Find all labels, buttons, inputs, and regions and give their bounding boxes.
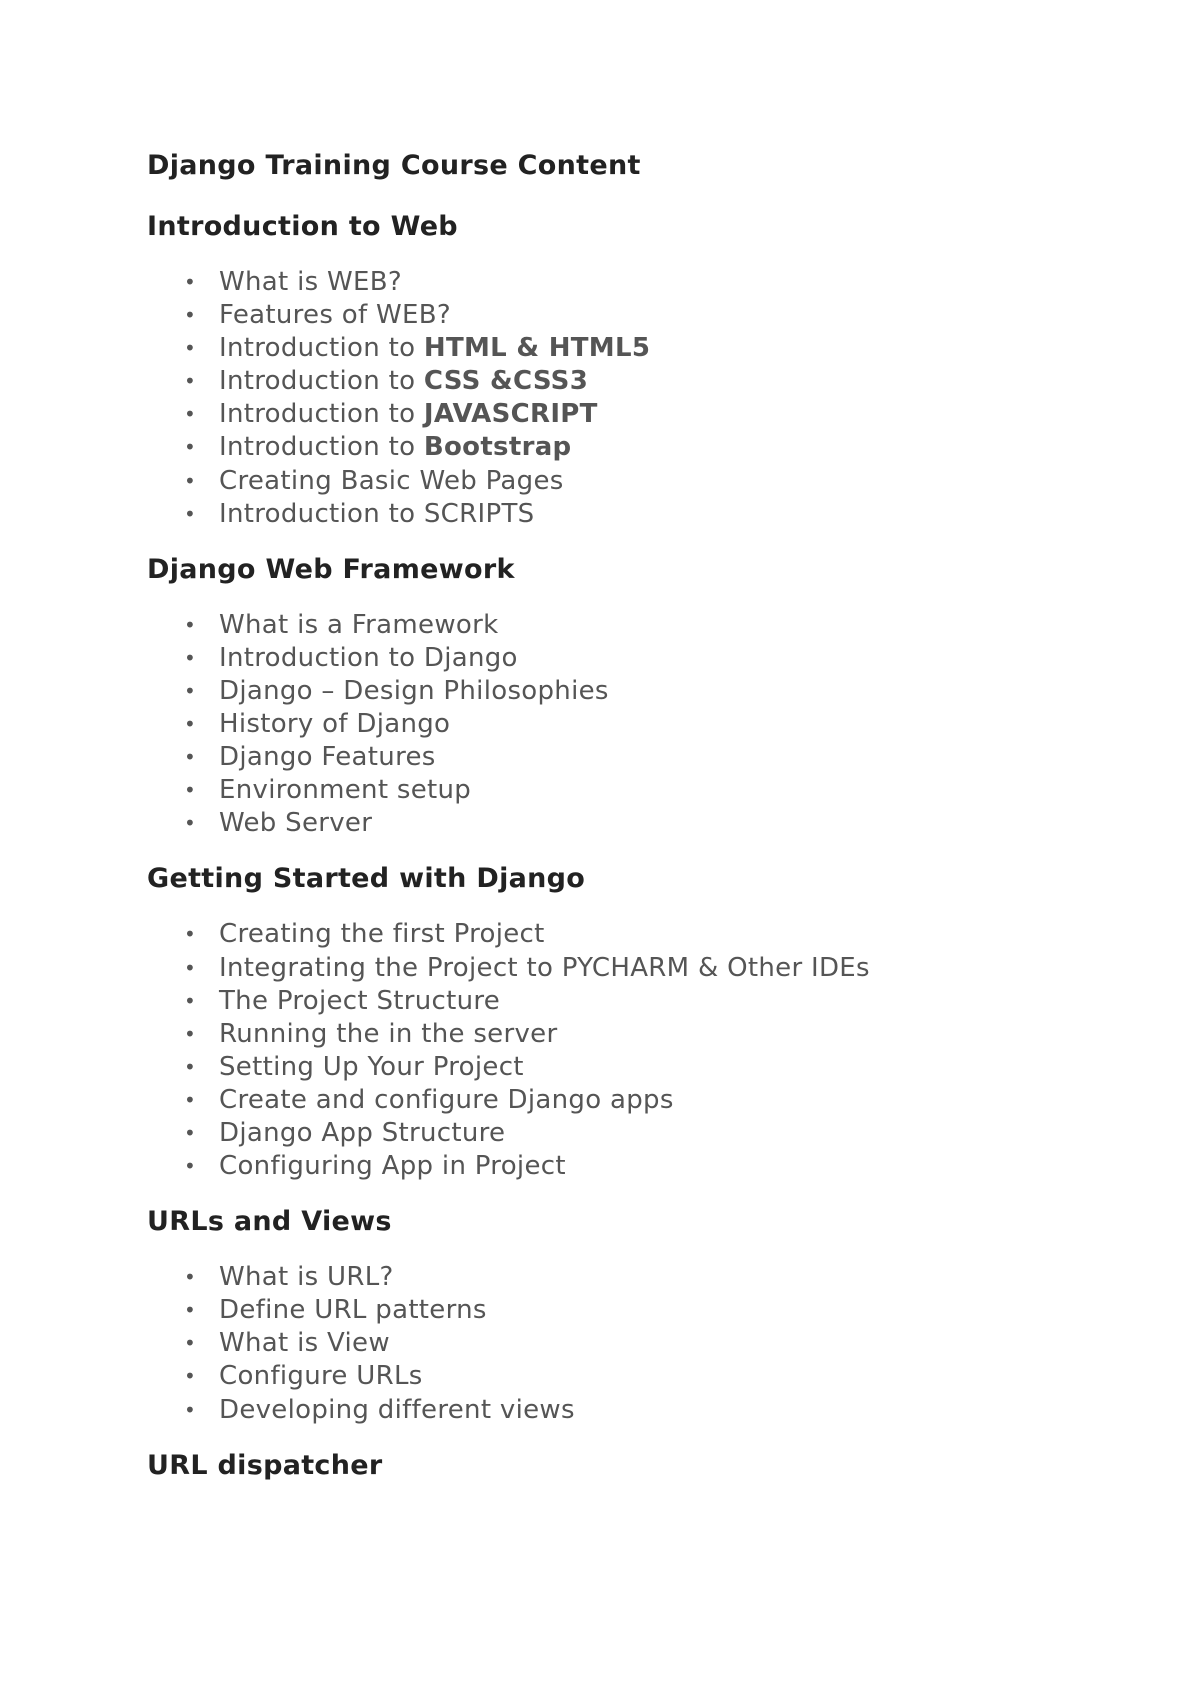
- list-item: [147, 807, 1107, 840]
- list-item: [147, 266, 1107, 299]
- section-heading: Introduction to Web: [147, 211, 458, 242]
- list-item: [147, 774, 1107, 807]
- document-title: Django Training Course Content: [147, 150, 641, 181]
- section-heading: Getting Started with Django: [147, 863, 586, 895]
- bullet-icon: •: [184, 712, 197, 737]
- bullet-icon: •: [184, 369, 197, 394]
- bullet-icon: •: [184, 1331, 197, 1356]
- list-item: [147, 1394, 1107, 1427]
- section-list: [147, 918, 1107, 1183]
- list-item-text: Introduction to Django: [219, 642, 518, 673]
- list-item-text: Environment setup: [219, 775, 472, 806]
- bullet-icon: •: [184, 303, 197, 328]
- list-item-emphasis: JAVASCRIPT: [423, 399, 598, 430]
- bullet-icon: •: [184, 501, 197, 526]
- list-item: [147, 675, 1107, 708]
- list-item: [147, 1051, 1107, 1084]
- bullet-icon: •: [184, 955, 197, 980]
- sections-container: [147, 205, 1107, 1488]
- list-item-text: What is a Framework: [219, 609, 499, 640]
- bullet-icon: •: [184, 1087, 197, 1112]
- list-item-text: What is WEB?: [219, 267, 402, 297]
- list-item-text: Developing different views: [219, 1394, 575, 1425]
- list-item: [147, 1294, 1107, 1327]
- list-item: [147, 332, 1107, 365]
- list-item-text: What is URL?: [219, 1262, 394, 1293]
- section-list: [147, 609, 1107, 841]
- list-item: [147, 741, 1107, 774]
- list-item: [147, 1018, 1107, 1051]
- list-item-text: Introduction to SCRIPTS: [219, 498, 535, 529]
- list-item: [147, 398, 1107, 431]
- list-item-text: Creating Basic Web Pages: [219, 465, 564, 496]
- list-item: [147, 1360, 1107, 1393]
- list-item: [147, 1327, 1107, 1360]
- list-item: [147, 952, 1107, 985]
- bullet-icon: •: [184, 435, 197, 460]
- list-item: [147, 642, 1107, 675]
- bullet-icon: •: [184, 1054, 197, 1079]
- list-item-text: Django Features: [219, 742, 436, 773]
- section-list: [147, 266, 1107, 531]
- list-item-text: Running the in the server: [219, 1018, 558, 1049]
- list-item-text: History of Django: [219, 709, 451, 740]
- list-item-emphasis: HTML & HTML5: [423, 333, 651, 364]
- list-item: [147, 299, 1107, 332]
- list-item-prefix: Introduction to: [219, 399, 424, 430]
- list-item: [147, 465, 1107, 498]
- bullet-icon: •: [184, 778, 197, 803]
- section-list: [147, 1261, 1107, 1426]
- bullet-icon: •: [184, 922, 197, 947]
- list-item-text: The Project Structure: [219, 985, 501, 1016]
- list-item-text: Creating the first Project: [219, 919, 545, 950]
- bullet-icon: •: [184, 1397, 197, 1422]
- document-page: [147, 144, 1107, 1488]
- bullet-icon: •: [184, 270, 197, 294]
- bullet-icon: •: [184, 988, 197, 1013]
- bullet-icon: •: [184, 645, 197, 670]
- list-item: [147, 985, 1107, 1018]
- list-item-text: Django App Structure: [219, 1117, 506, 1148]
- list-item-text: Create and configure Django apps: [219, 1084, 674, 1115]
- bullet-icon: •: [184, 468, 197, 493]
- list-item-text: Define URL patterns: [219, 1295, 487, 1326]
- list-item-prefix: Introduction to: [219, 333, 424, 364]
- list-item-text: Django – Design Philosophies: [219, 675, 609, 706]
- list-item: [147, 708, 1107, 741]
- list-item-text: Web Server: [219, 808, 373, 839]
- list-item-text: What is View: [219, 1328, 390, 1359]
- bullet-icon: •: [184, 336, 197, 361]
- list-item-emphasis: CSS &CSS3: [423, 366, 589, 397]
- list-item-text: Setting Up Your Project: [219, 1051, 524, 1082]
- list-item-text: Configuring App in Project: [219, 1151, 566, 1182]
- list-item: [147, 1084, 1107, 1117]
- list-item-text: Configure URLs: [219, 1361, 423, 1392]
- list-item: [147, 1150, 1107, 1183]
- section-heading: Django Web Framework: [147, 553, 515, 585]
- bullet-icon: •: [184, 1364, 197, 1389]
- list-item-emphasis: Bootstrap: [423, 432, 572, 463]
- bullet-icon: •: [184, 1021, 197, 1046]
- list-item-prefix: Introduction to: [219, 366, 424, 397]
- bullet-icon: •: [184, 1298, 197, 1323]
- list-item: [147, 1261, 1107, 1294]
- bullet-icon: •: [184, 811, 197, 836]
- bullet-icon: •: [184, 402, 197, 427]
- bullet-icon: •: [184, 678, 197, 703]
- section-heading: URL dispatcher: [147, 1449, 383, 1481]
- list-item-text: Integrating the Project to PYCHARM & Other IDEs: [219, 952, 870, 983]
- list-item-prefix: Introduction to: [219, 432, 424, 463]
- section-heading: URLs and Views: [147, 1206, 392, 1238]
- list-item: [147, 498, 1107, 531]
- bullet-icon: •: [184, 1265, 197, 1290]
- list-item: [147, 609, 1107, 642]
- bullet-icon: •: [184, 612, 197, 637]
- list-item: [147, 1117, 1107, 1150]
- bullet-icon: •: [184, 1154, 197, 1179]
- list-item: [147, 365, 1107, 398]
- list-item-text: Features of WEB?: [219, 300, 451, 331]
- list-item: [147, 431, 1107, 464]
- bullet-icon: •: [184, 1120, 197, 1145]
- bullet-icon: •: [184, 745, 197, 770]
- list-item: [147, 918, 1107, 951]
